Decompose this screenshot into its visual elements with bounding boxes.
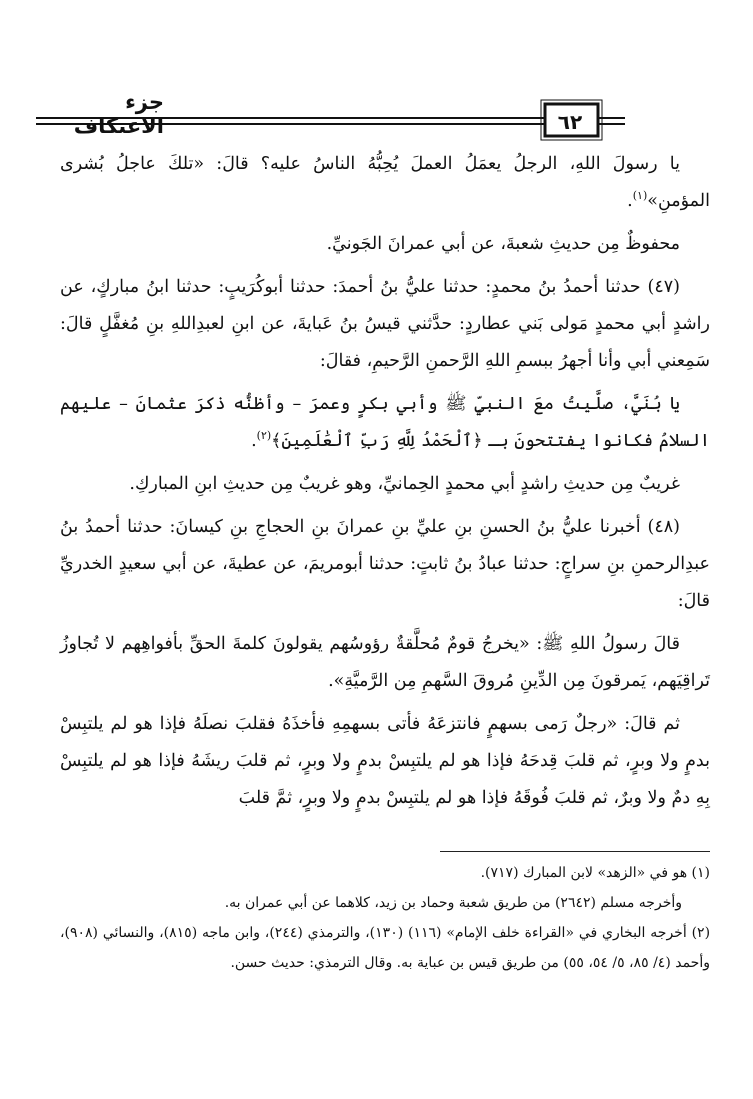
paragraph: ثم قالَ: «رجلٌ رَمى بسهمٍ فانتزعَهُ فأتى بسهمِهِ فأخذَهُ فقلبَ نصلَهُ فإذا هو لم يلتبِسْ بدمٍ ولا وبرٍ، ثم قلبَ قِدحَهُ فإذا هو لم يلتبِسْ بدمٍ ولا وبرٍ، ثم قلبَ ريشَهُ فإذا هو لم يلتبِسْ بِهِ دمٌ ولا وبرٌ، ثم قلبَ فُوقَهُ فإذا هو لم يلتبِسْ بدمٍ ولا وبرٍ، ثمَّ قلبَ [60,714,710,808]
paragraph: يا بُنَيَّ، صلَّيتُ معَ النبيِّ ﷺ وأبي بكرٍ وعمرَ – وأظنُّه ذكرَ عثمانَ – عليهم السلامُ فكانوا يفتتحونَ بـ ﴿ٱلْحَمْدُ لِلَّهِ رَبِّ ٱلْعَٰلَمِينَ﴾$^{(٢)}$. [60,394,710,451]
paragraph: (٤٧) حدثنا أحمدُ بنُ محمدٍ: حدثنا عليُّ بنُ أحمدَ: حدثنا أبوكُرَيبٍ: حدثنا ابنُ مباركٍ، عن راشدٍ أبي محمدٍ مَولى بَني عطاردٍ: حدَّثني قيسُ بنُ عَبايةَ، عن ابنِ لعبدِاللهِ بنِ مُغفَّلٍ قالَ: سَمِعني أبي وأنا أجهرُ ببسمِ اللهِ الرَّحمنِ الرَّحيمِ، فقالَ: [60,277,710,371]
footnote-mark: (١) [632,189,648,203]
footnote: (٢) أخرجه البخاري في «القراءة خلف الإمام» (١١٦) (١٣٠)، والترمذي (٢٤٤)، وابن ماجه (٨١٥)، والنسائي (٩٠٨)، وأحمد (٤/ ٨٥، ٥/ ٥٤، ٥٥) من طريق قيس بن عباية به. وقال الترمذي: حديث حسن. [60,925,711,971]
footnotes [60,858,710,978]
page-header [0,0,753,150]
paragraph: محفوظٌ مِن حديثِ شعبةَ، عن أبي عمرانَ الجَونيِّ. [326,234,680,254]
paragraph: (٤٨) أخبرنا عليُّ بنُ الحسنِ بنِ عليِّ بنِ عمرانَ بنِ الحجاجِ بنِ كيسانَ: حدثنا أحمدُ بنُ عبدِالرحمنِ بنِ سراجٍ: حدثنا عبادُ بنُ ثابتٍ: حدثنا أبومريمَ، عن عطيةَ، عن أبي سعيدٍ الخدريِّ قالَ: [60,517,710,611]
footnote-mark: (٢) [256,429,272,443]
footnote-continuation: وأخرجه مسلم (٢٦٤٢) من طريق شعبة وحماد بن زيد، كلاهما عن أبي عمران به. [224,895,682,911]
paragraph: قالَ رسولُ اللهِ ﷺ: «يخرجُ قومٌ مُحلَّقةٌ رؤوسُهم يقولونَ كلمةَ الحقِّ بأفواهِهم لا تُجاوزُ تَراقِيَهم، يَمرقونَ مِن الدِّينِ مُروقَ السَّهمِ مِن الرَّميَّةِ». [60,634,710,691]
footnote: (١) هو في «الزهد» لابن المبارك (٧١٧). [480,865,710,881]
paragraph: يا رسولَ اللهِ، الرجلُ يعمَلُ العملَ يُحِبُّهُ الناسُ عليه؟ قالَ: «تلكَ عاجلُ بُشرى المؤمنِ»$^{(١)}$. [60,154,710,211]
footnote-divider [440,851,710,852]
main-text [60,146,710,823]
book-title: جزء الاعتكاف [73,90,164,138]
paragraph: غريبٌ مِن حديثِ راشدٍ أبي محمدٍ الحِمانيِّ، وهو غريبٌ مِن حديثِ ابنِ المباركِ. [129,474,680,494]
page-number: ٦٢ [557,110,583,134]
